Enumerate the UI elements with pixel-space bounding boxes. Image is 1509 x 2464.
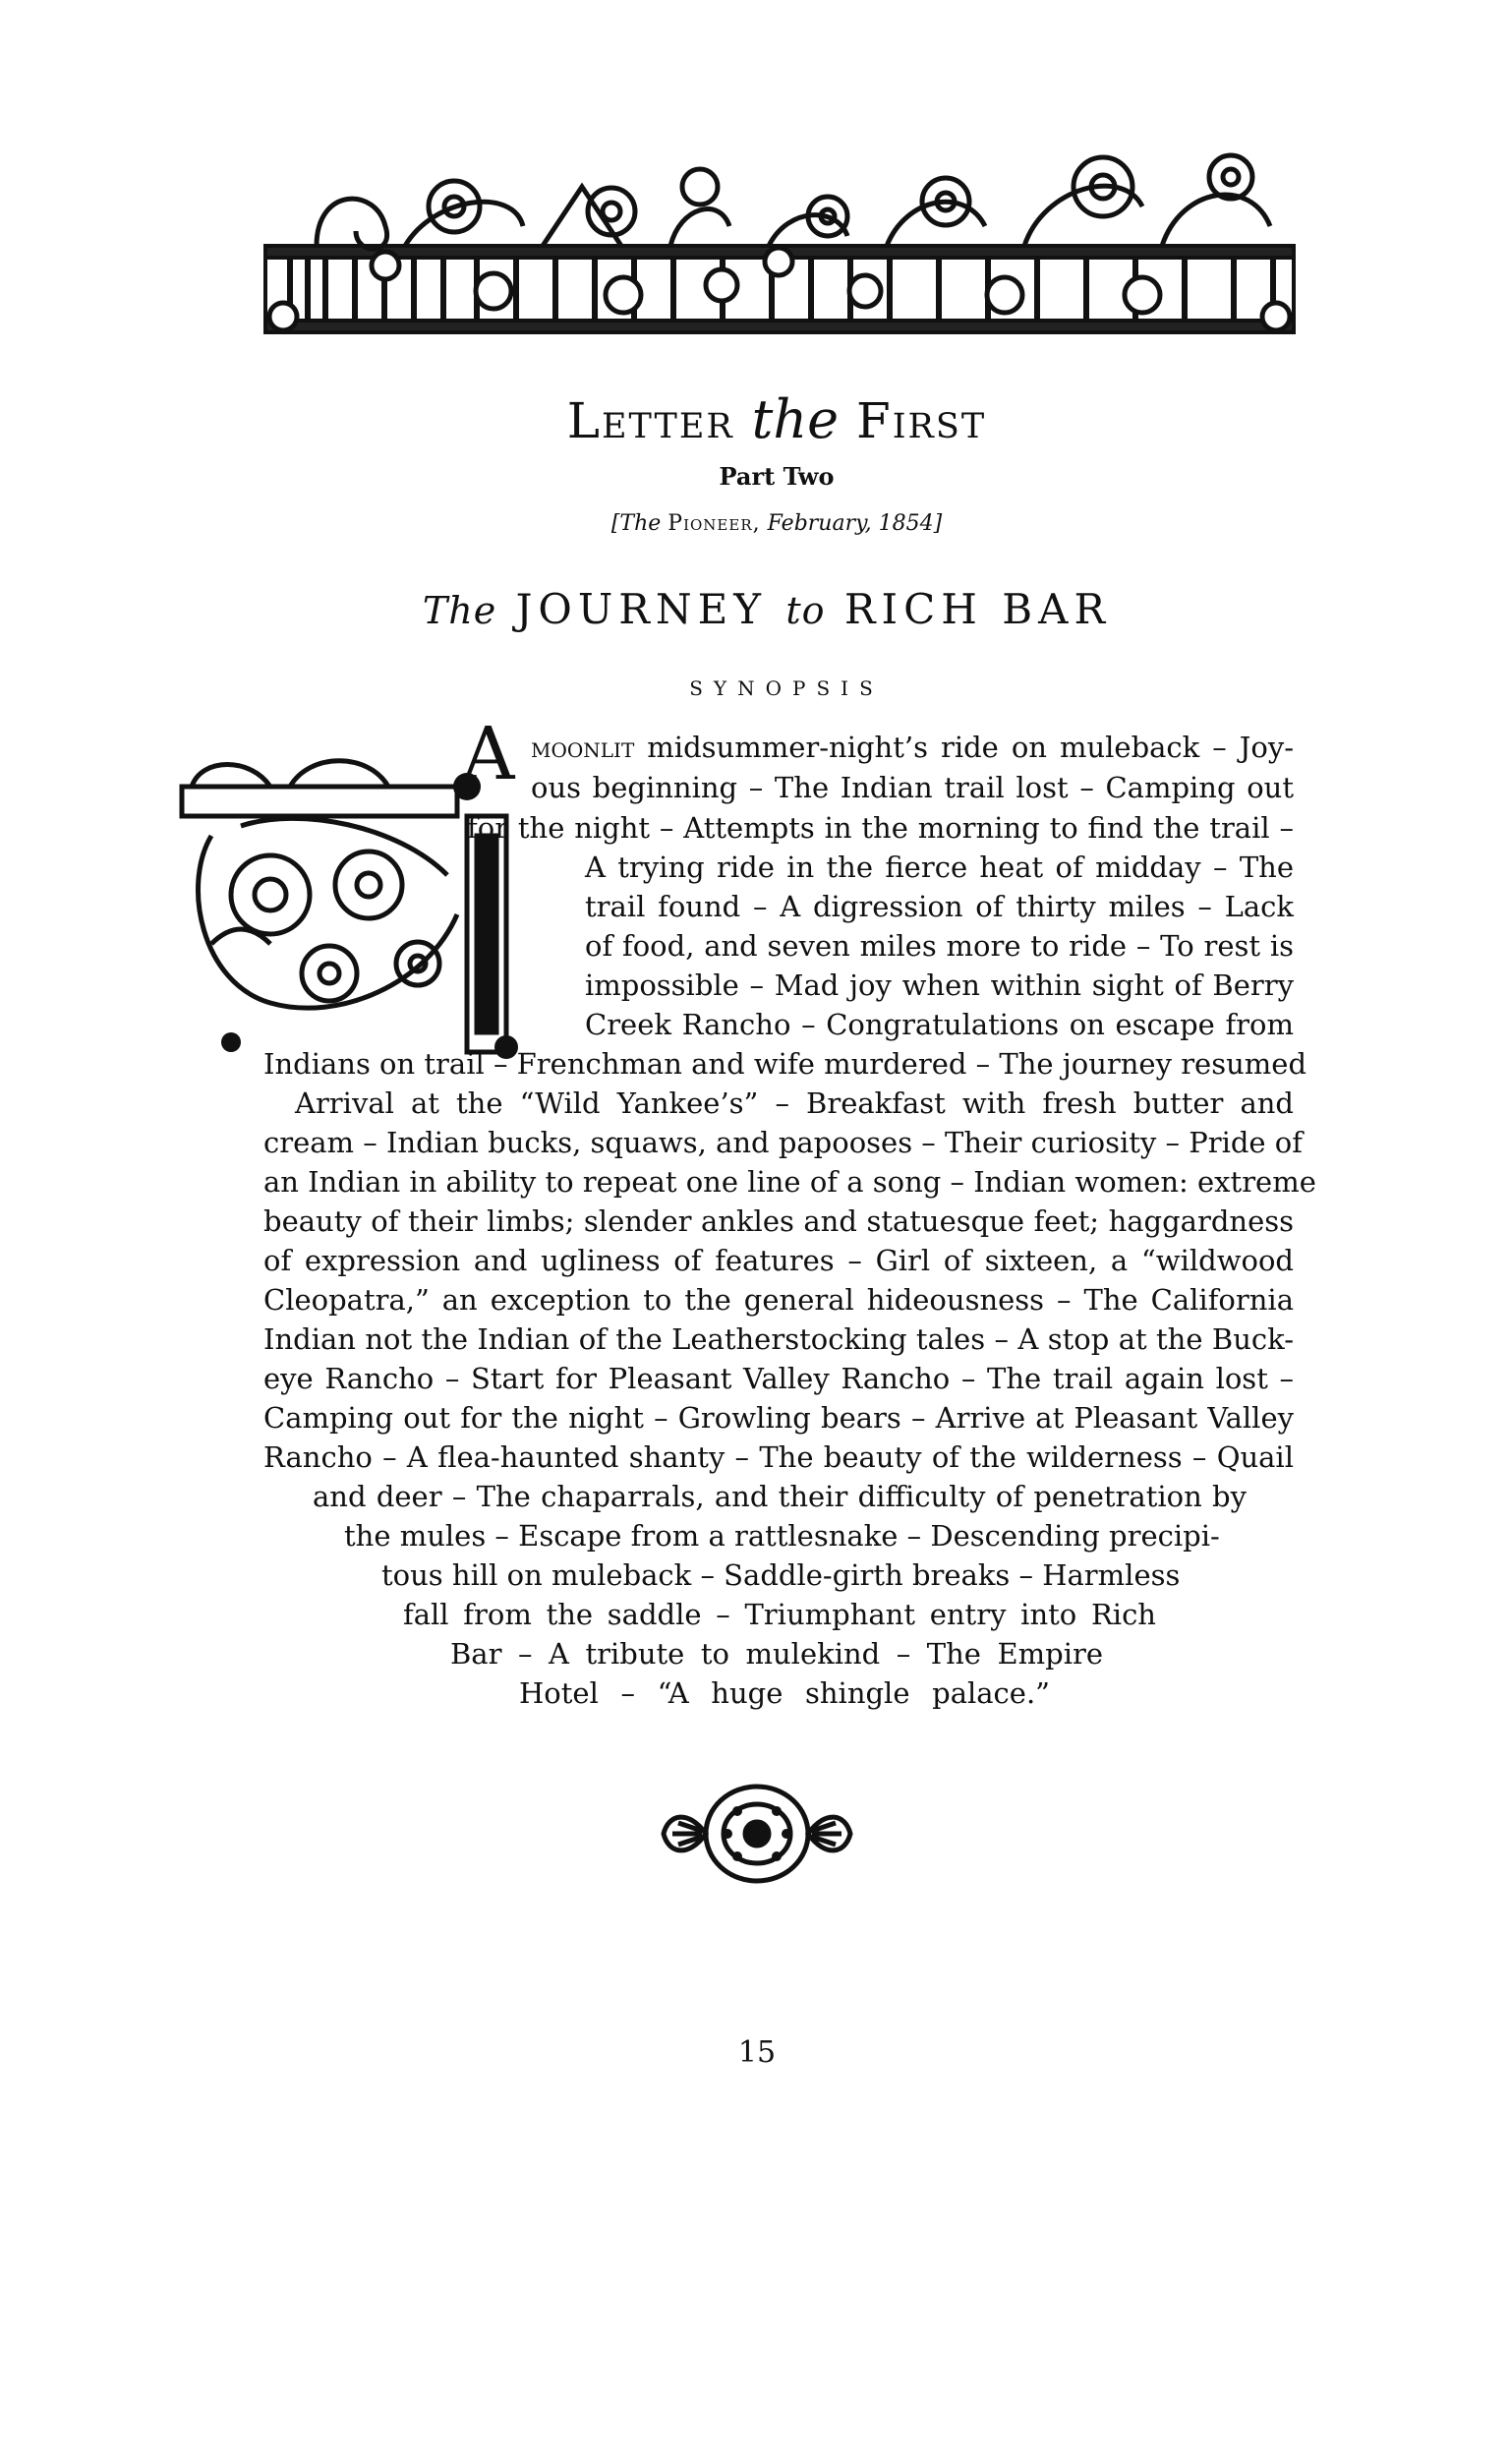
synopsis-line: tous hill on muleback – Saddle-girth breaks – Harmless — [381, 1558, 1181, 1592]
synopsis-line: of expression and ugliness of features – Girl of sixteen, a “wildwood — [263, 1244, 1294, 1277]
synopsis-line: for the night – Attempts in the morning to find the trail – — [467, 811, 1294, 845]
synopsis-line: beauty of their limbs; slender ankles and statuesque feet; haggardness — [263, 1204, 1294, 1238]
synopsis-line: an Indian in ability to repeat one line of a song – Indian women: extreme — [263, 1165, 1316, 1199]
heading-journey: JOURNEY — [515, 585, 768, 633]
synopsis-line: A trying ride in the fierce heat of midday – The — [585, 851, 1294, 884]
synopsis-line-text: midsummer-night’s ride on muleback – Joy- — [647, 731, 1294, 764]
heading-to: to — [785, 589, 826, 632]
heading-rich: RICH — [843, 585, 983, 633]
the-word: the — [751, 388, 840, 450]
ornamental-headpiece — [258, 147, 1302, 339]
synopsis-line: Hotel – “A huge shingle palace.” — [519, 1676, 1050, 1710]
synopsis-line: impossible – Mad joy when within sight of Berry — [585, 968, 1294, 1002]
drop-initial: A — [462, 712, 515, 796]
source-name: Pioneer, — [667, 511, 761, 536]
first-word: First — [856, 392, 987, 449]
synopsis-line: eye Rancho – Start for Pleasant Valley Rancho – The trail again lost – — [263, 1362, 1294, 1395]
part-label: Part Two — [719, 462, 835, 491]
tailpiece-ornament — [659, 1780, 855, 1888]
letter-word: Letter — [566, 392, 734, 449]
heading-bar: BAR — [1002, 585, 1112, 633]
synopsis-line: Rancho – A flea-haunted shanty – The beauty of the wilderness – Quail — [263, 1440, 1294, 1474]
synopsis-label: SYNOPSIS — [689, 676, 884, 700]
synopsis-line: Cleopatra,” an exception to the general hideousness – The California — [263, 1283, 1294, 1317]
synopsis-line: trail found – A digression of thirty miles – Lack — [585, 890, 1294, 923]
synopsis-line: Camping out for the night – Growling bears – Arrive at Pleasant Valley — [263, 1401, 1294, 1435]
heading-the: The — [422, 589, 497, 632]
source-date: February, 1854] — [767, 511, 943, 536]
synopsis-line: of food, and seven miles more to ride – To rest is — [585, 929, 1294, 963]
source-title: The — [619, 511, 662, 536]
source-open-bracket: [ — [610, 511, 620, 536]
synopsis-line: Indians on trail – Frenchman and wife murdered – The journey resumed — [263, 1047, 1307, 1081]
synopsis-line: cream – Indian bucks, squaws, and papooses – Their curiosity – Pride of — [263, 1126, 1303, 1159]
chapter-heading — [374, 585, 1160, 633]
first-word-smallcaps: moonlit — [531, 731, 635, 764]
letter-title — [433, 388, 1121, 450]
synopsis-line: Creek Rancho – Congratulations on escape from — [585, 1008, 1294, 1041]
synopsis-line: Bar – A tribute to mulekind – The Empire — [450, 1637, 1103, 1671]
synopsis-line: Indian not the Indian of the Leatherstocking tales – A stop at the Buck- — [263, 1322, 1294, 1356]
synopsis-line: ous beginning – The Indian trail lost – Camping out — [531, 771, 1294, 804]
synopsis-line: and deer – The chaparrals, and their difficulty of penetration by — [313, 1480, 1247, 1513]
synopsis-line: Arrival at the “Wild Yankee’s” – Breakfast with fresh butter and — [295, 1086, 1294, 1120]
synopsis-line: the mules – Escape from a rattlesnake – Descending precipi- — [344, 1519, 1220, 1553]
page-number: 15 — [737, 2035, 777, 2070]
source-citation — [433, 511, 1121, 536]
synopsis-line — [531, 728, 1294, 767]
synopsis-line: fall from the saddle – Triumphant entry into Rich — [403, 1598, 1156, 1631]
